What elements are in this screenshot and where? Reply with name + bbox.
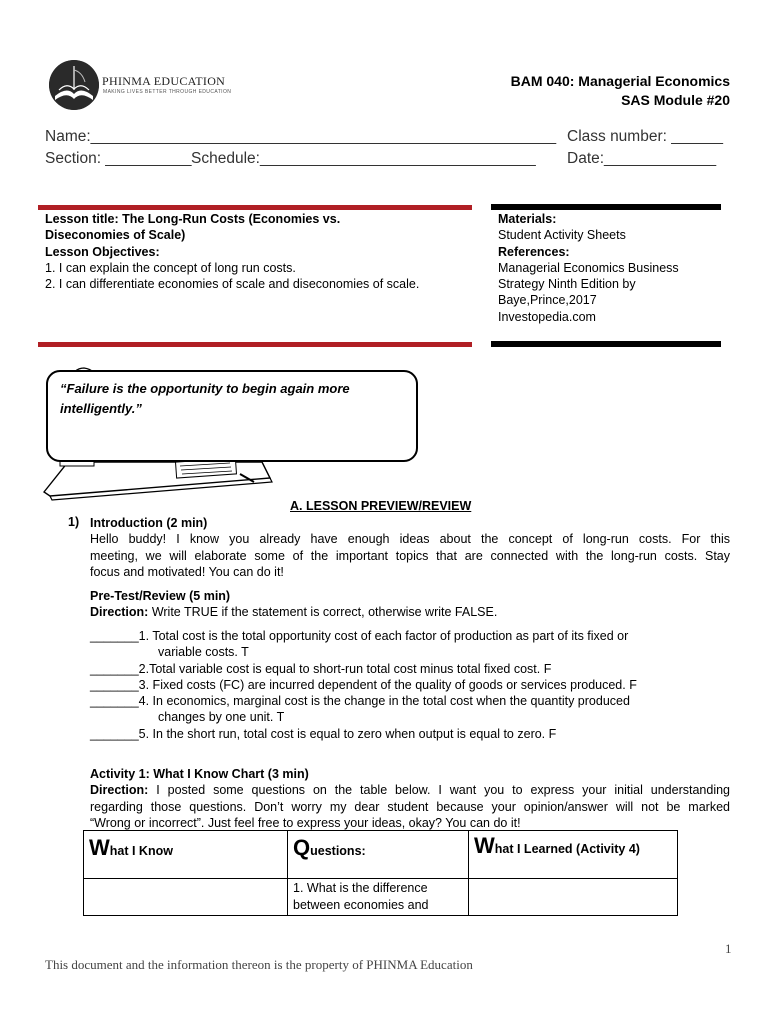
pretest-items (90, 628, 730, 742)
intro-line-1: Hello buddy! I know you already have enough ideas about the concept of long-run costs. For this (90, 532, 730, 547)
phinma-logo-icon (49, 60, 99, 110)
lesson-bottom-bar (38, 342, 472, 347)
footer-notice: This document and the information thereon is the property of PHINMA Education (45, 957, 473, 972)
intro-title: Introduction (2 min) (90, 516, 208, 530)
materials-info (498, 211, 723, 325)
intro-line-3: focus and motivated! You can do it! (90, 564, 284, 579)
quote-line-1: “Failure is the opportunity to begin again more (60, 381, 350, 396)
reference-line-3: Baye,Prince,2017 (498, 293, 597, 308)
name-field[interactable]: Name:______________________________________________________ (45, 128, 557, 145)
pretest-item-1: _______1. Total cost is the total opportunity cost of each factor of production as part of its fixed or (90, 629, 629, 643)
activity1-title: Activity 1: What I Know Chart (3 min) (90, 767, 309, 781)
question-cell (288, 879, 469, 916)
activity1-section (90, 766, 730, 831)
logo-tagline: MAKING LIVES BETTER THROUGH EDUCATION (103, 89, 232, 95)
question-1-line-2: between economies and (293, 898, 429, 912)
header-questions: Questions: (288, 831, 469, 879)
materials-top-bar (491, 204, 721, 210)
date-field[interactable]: Date:_____________ (567, 150, 717, 167)
header-what-i-learned: What I Learned (Activity 4) (469, 831, 678, 879)
activity1-direction-line-1: Direction: I posted some questions on the table below. I want you to express your initial understanding (90, 783, 730, 798)
pretest-item-3: _______3. Fixed costs (FC) are incurred dependent of the quality of goods or services produced. F (90, 677, 637, 692)
lesson-info (45, 211, 470, 292)
pretest-item-1-cont: variable costs. T (158, 645, 249, 660)
section-a-heading: A. LESSON PREVIEW/REVIEW (290, 499, 472, 513)
activity1-direction-label: Direction: (90, 783, 149, 798)
answer-cell-what-i-know[interactable] (84, 879, 288, 916)
section-field[interactable]: Section: __________ (45, 150, 192, 167)
answer-cell-what-i-learned[interactable] (469, 879, 678, 916)
activity1-direction-line-3: “Wrong or incorrect”. Just feel free to express your ideas, okay? You can do it! (90, 815, 521, 830)
reference-line-4: Investopedia.com (498, 309, 596, 324)
materials-label: Materials: (498, 212, 557, 226)
lesson-top-bar (38, 205, 472, 210)
lesson-title-line1: Lesson title: The Long-Run Costs (Economies vs. (45, 212, 341, 226)
reference-line-1: Managerial Economics Business (498, 260, 679, 275)
table-row (84, 879, 678, 916)
objective-1: 1. I can explain the concept of long run costs. (45, 260, 296, 275)
schedule-field[interactable]: Schedule:________________________________ (191, 150, 536, 167)
references-label: References: (498, 244, 570, 259)
module-title: SAS Module #20 (621, 92, 730, 108)
activity1-direction-line-2: regarding those questions. Don’t worry my dear student because your opinion/answer will not be marked (90, 799, 730, 814)
quote-line-2: intelligently.” (60, 401, 142, 416)
introduction-section (90, 515, 730, 580)
question-1-line-1: 1. What is the difference (293, 881, 428, 895)
quote-text (60, 379, 400, 419)
pretest-item-5: _______5. In the short run, total cost is equal to zero when output is equal to zero. F (90, 726, 557, 741)
materials-item: Student Activity Sheets (498, 228, 626, 243)
lesson-title-line2: Diseconomies of Scale) (45, 228, 186, 243)
objectives-label: Lesson Objectives: (45, 244, 160, 259)
what-i-know-chart (83, 830, 678, 916)
pretest-direction (90, 604, 730, 620)
course-title: BAM 040: Managerial Economics (510, 73, 730, 89)
table-header-row (84, 831, 678, 879)
logo-name: PHINMA EDUCATION (102, 74, 226, 88)
pretest-item-4: _______4. In economics, marginal cost is the change in the total cost when the quantity produced (90, 694, 630, 709)
pretest-section (90, 588, 730, 621)
pretest-item-2: _______2.Total variable cost is equal to short-run total cost minus total fixed cost. F (90, 661, 552, 676)
intro-line-2: meeting, we will elaborate some of the important topics that are connected with the long-run costs. Stay (90, 548, 730, 563)
class-number-field[interactable]: Class number: ______ (567, 128, 723, 145)
intro-number: 1) (68, 515, 80, 529)
pretest-direction-text: Write TRUE if the statement is correct, otherwise write FALSE. (148, 605, 498, 620)
pretest-title: Pre-Test/Review (5 min) (90, 589, 231, 603)
materials-bottom-bar (491, 341, 721, 347)
pretest-direction-label: Direction: (90, 605, 149, 620)
objective-2: 2. I can differentiate economies of scale and diseconomies of scale. (45, 277, 420, 292)
pretest-item-4-cont: changes by one unit. T (158, 710, 285, 725)
reference-line-2: Strategy Ninth Edition by (498, 277, 636, 292)
header-what-i-know: What I Know (84, 831, 288, 879)
page-number: 1 (725, 941, 732, 956)
